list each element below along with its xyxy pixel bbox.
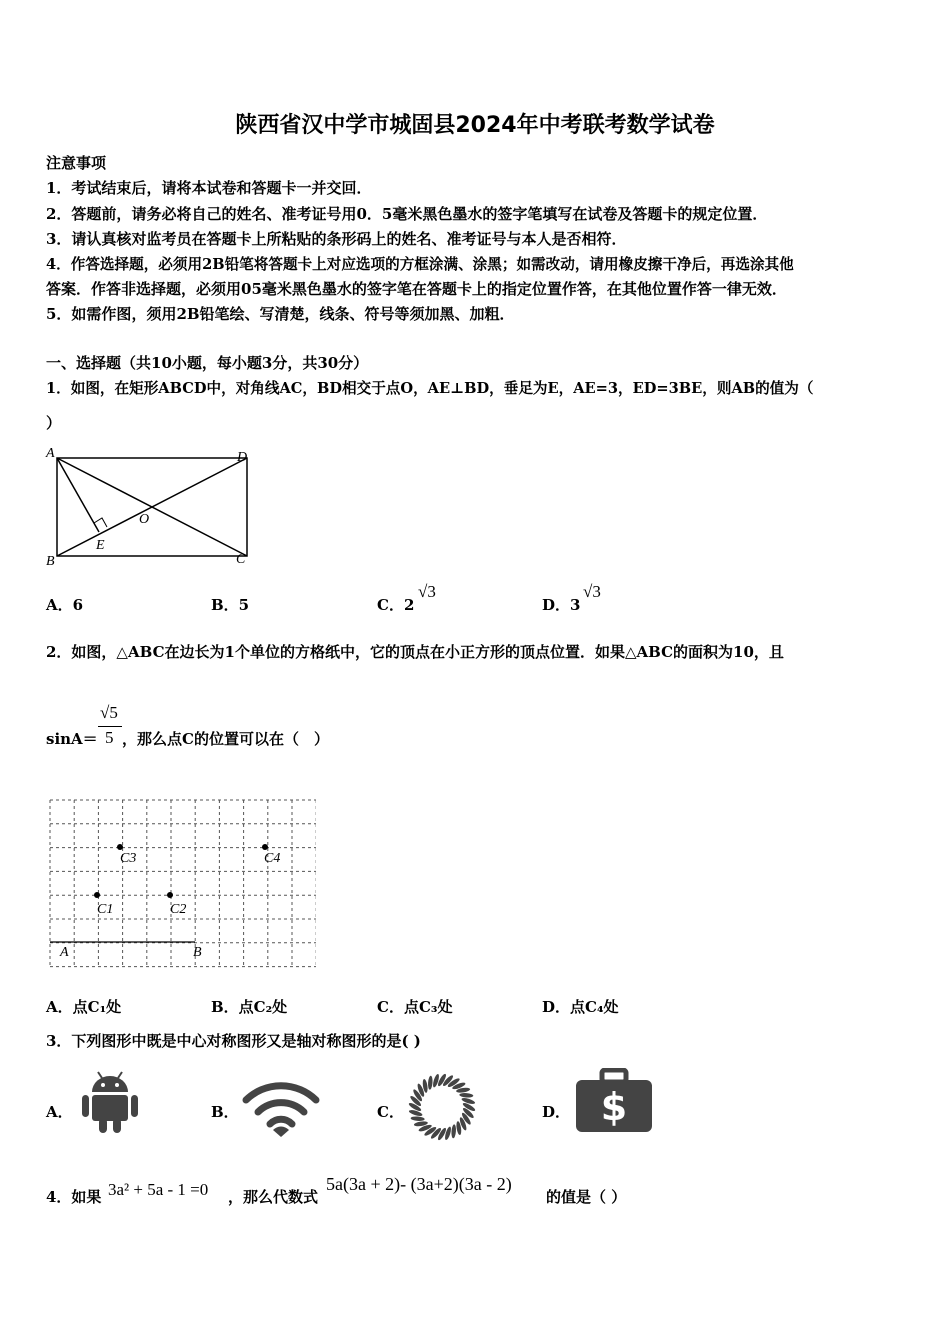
q4-middle: ，那么代数式 <box>228 1188 319 1206</box>
notice-item: 4．作答选择题，必须用2B铅笔将答题卡上对应选项的方框涂满、涂黑；如需改动，请用橡皮擦干净后，再选涂其他 <box>46 256 794 273</box>
android-icon <box>80 1068 140 1134</box>
q2-option-d: D．点C₄处 <box>542 998 619 1016</box>
sun-ray <box>459 1093 473 1098</box>
q2-denominator: 5 <box>105 728 114 747</box>
label-c3: C3 <box>120 851 137 866</box>
notice-heading: 注意事项 <box>46 154 107 172</box>
q1-option-d: D．3 <box>542 596 581 614</box>
page-title: 陕西省汉中学市城固县2024年中考联考数学试卷 <box>235 113 715 138</box>
label-a: A <box>60 945 69 960</box>
q1-option-c-sqrt: √3 <box>418 582 436 601</box>
label-c1: C1 <box>97 902 114 917</box>
label-e: E <box>96 538 105 553</box>
q2-rest: ，那么点C的位置可以在（ ） <box>122 730 329 748</box>
sun-ray <box>451 1124 456 1138</box>
q4-suffix: 的值是（ ） <box>546 1188 627 1206</box>
q1-option-a: A．6 <box>46 596 84 614</box>
section-heading: 一、选择题（共10小题，每小题3分，共30分） <box>46 354 369 372</box>
q4-prefix: 4．如果 <box>46 1188 102 1206</box>
money-bag-icon <box>574 1068 654 1134</box>
q2-text: 2．如图，△ABC在边长为1个单位的方格纸中，它的顶点在小正方形的顶点位置．如果△ABC的面积为10，且 <box>46 643 784 661</box>
label-b: B <box>193 945 202 960</box>
q2-option-c: C．点C₃处 <box>377 998 453 1016</box>
q1-option-c: C．2 <box>377 596 415 614</box>
label-c4: C4 <box>264 851 281 866</box>
rectangle-figure <box>44 445 254 570</box>
q4-expression: 5a(3a + 2)- (3a+2)(3a - 2) <box>326 1174 512 1194</box>
q3-option-c: C． <box>377 1103 404 1121</box>
label-a: A <box>46 446 55 461</box>
sun-ray <box>411 1116 425 1121</box>
q3-text: 3．下列图形中既是中心对称图形又是轴对称图形的是( ) <box>46 1032 421 1050</box>
q3-option-b: B． <box>211 1103 239 1121</box>
q1-option-b: B．5 <box>211 596 250 614</box>
q3-option-d: D． <box>542 1103 571 1121</box>
notice-item: 5．如需作图，须用2B铅笔绘、写清楚，线条、符号等须加黑、加粗． <box>46 305 515 323</box>
q1-option-d-sqrt: √3 <box>583 582 601 601</box>
grid-figure <box>46 798 316 970</box>
q1-close: ） <box>46 414 62 432</box>
sunburst-icon <box>404 1072 480 1142</box>
label-o: O <box>139 512 150 527</box>
label-d: D <box>237 450 248 465</box>
wifi-icon <box>240 1078 322 1138</box>
notice-item: 3．请认真核对监考员在答题卡上所粘贴的条形码上的姓名、准考证号与本人是否相符． <box>46 230 627 248</box>
q2-option-a: A．点C₁处 <box>46 998 122 1016</box>
q2-numerator: √5 <box>100 703 118 722</box>
q1-text: 1．如图，在矩形ABCD中，对角线AC，BD相交于点O，AE⊥BD，垂足为E，AE=3，ED=3BE，则AB的值为（ <box>46 380 814 397</box>
label-b: B <box>46 554 55 569</box>
q2-sin: sinA＝ <box>46 730 98 748</box>
sun-ray <box>428 1076 433 1090</box>
q4-equation: 3a² + 5a - 1 =0 <box>108 1180 209 1199</box>
notice-item: 2．答题前，请务必将自己的姓名、准考证号用0．5毫米黑色墨水的签字笔填写在试卷及答题卡的规定位置． <box>46 205 768 223</box>
q3-option-a: A． <box>46 1103 73 1121</box>
notice-item: 1．考试结束后，请将本试卷和答题卡一并交回． <box>46 179 372 197</box>
q2-option-b: B．点C₂处 <box>211 998 288 1016</box>
label-c: C <box>236 552 246 567</box>
notice-item: 答案．作答非选择题，必须用05毫米黑色墨水的签字笔在答题卡上的指定位置作答，在其他位置作答一律无效． <box>46 280 787 298</box>
svg-text:$: $ <box>600 1085 628 1129</box>
label-c2: C2 <box>170 902 187 917</box>
